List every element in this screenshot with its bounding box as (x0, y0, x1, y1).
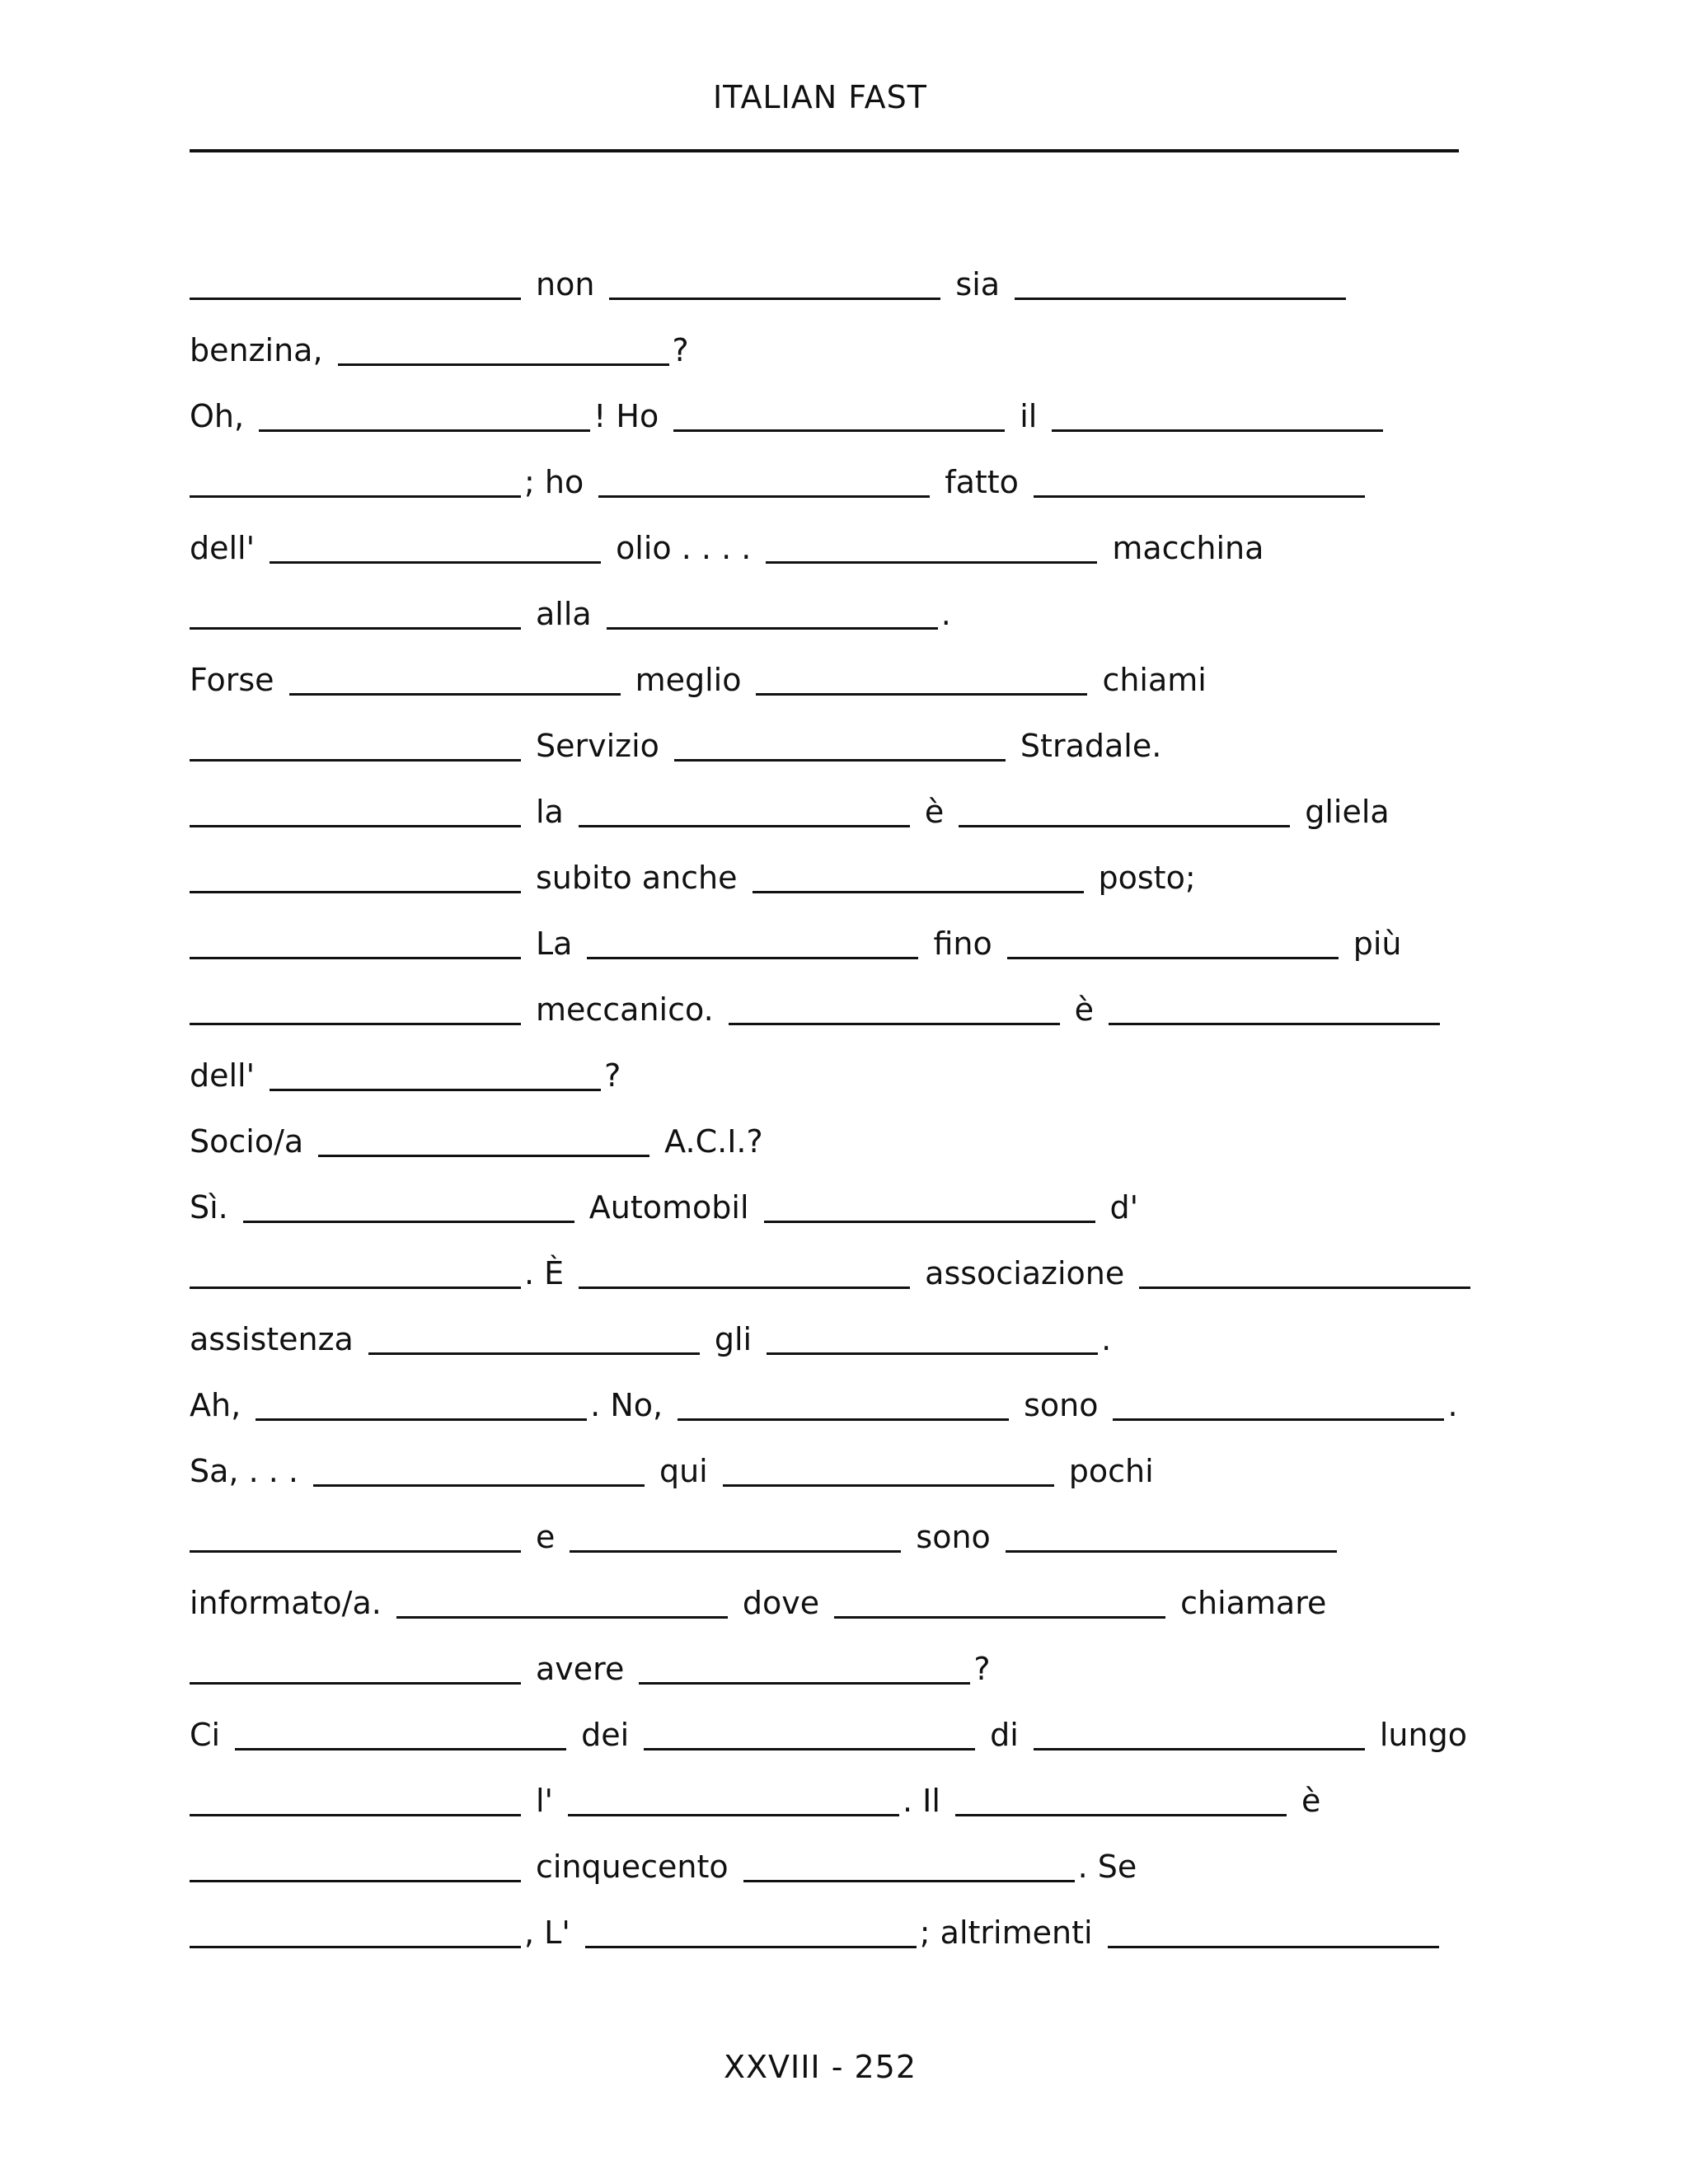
exercise-text: Ci (190, 1717, 221, 1753)
exercise-line (190, 239, 1508, 305)
exercise-line (190, 1492, 1508, 1558)
exercise-text: l' (536, 1783, 554, 1819)
exercise-line (190, 1294, 1508, 1360)
answer-blank[interactable] (674, 759, 1006, 762)
exercise-text: alla (536, 596, 592, 632)
exercise-text: Oh, (190, 398, 245, 434)
exercise-text: meglio (635, 662, 742, 698)
exercise-text: avere (536, 1651, 625, 1687)
exercise-text: Ah, (190, 1387, 241, 1423)
exercise-text: Socio/a (190, 1123, 304, 1160)
exercise-text: , L' (524, 1915, 570, 1951)
exercise-text: Sa, . . . (190, 1453, 298, 1489)
answer-blank[interactable] (190, 759, 521, 762)
exercise-line (190, 1821, 1508, 1887)
answer-blank[interactable] (607, 627, 938, 630)
exercise-text: e (536, 1519, 556, 1555)
answer-blank[interactable] (396, 1616, 728, 1619)
exercise-text: assistenza (190, 1321, 354, 1357)
answer-blank[interactable] (1034, 495, 1365, 498)
exercise-text: meccanico. (536, 991, 714, 1028)
answer-blank[interactable] (190, 298, 521, 300)
exercise-line (190, 1228, 1508, 1294)
exercise-line (190, 832, 1508, 898)
answer-blank[interactable] (190, 891, 521, 893)
exercise-line (190, 1426, 1508, 1492)
answer-blank[interactable] (190, 1946, 521, 1948)
exercise-text: il (1020, 398, 1038, 434)
exercise-text: ? (604, 1057, 621, 1094)
exercise-text: . (940, 596, 951, 632)
exercise-text: è (1074, 991, 1095, 1028)
answer-blank[interactable] (259, 429, 590, 432)
exercise-text: A.C.I.? (664, 1123, 763, 1160)
answer-blank[interactable] (570, 1550, 901, 1553)
exercise-line (190, 1624, 1508, 1690)
exercise-text: è (1301, 1783, 1321, 1819)
answer-blank[interactable] (270, 1089, 601, 1091)
answer-blank[interactable] (190, 1682, 521, 1685)
answer-blank[interactable] (190, 1880, 521, 1882)
exercise-line (190, 1162, 1508, 1228)
exercise-text: . Se (1077, 1849, 1137, 1885)
exercise-text: chiamare (1180, 1585, 1327, 1621)
exercise-text: associazione (925, 1255, 1125, 1291)
exercise-text: ? (672, 332, 689, 368)
exercise-line (190, 1755, 1508, 1821)
exercise-line (190, 1030, 1508, 1096)
answer-blank[interactable] (318, 1155, 649, 1157)
answer-blank[interactable] (579, 1286, 910, 1289)
exercise-text: Sì. (190, 1189, 228, 1226)
answer-blank[interactable] (609, 298, 940, 300)
answer-blank[interactable] (767, 1352, 1098, 1355)
answer-blank[interactable] (1006, 1550, 1337, 1553)
exercise-line (190, 701, 1508, 766)
answer-blank[interactable] (190, 495, 521, 498)
exercise-text: . (1101, 1321, 1112, 1357)
exercise-text: informato/a. (190, 1585, 382, 1621)
exercise-text: Servizio (536, 728, 659, 764)
answer-blank[interactable] (1113, 1418, 1444, 1421)
exercise-text: ? (973, 1651, 991, 1687)
exercise-text: gli (714, 1321, 753, 1357)
answer-blank[interactable] (235, 1748, 566, 1750)
answer-blank[interactable] (190, 627, 521, 630)
exercise-text: pochi (1068, 1453, 1154, 1489)
answer-blank[interactable] (644, 1748, 975, 1750)
exercise-line (190, 1096, 1508, 1162)
answer-blank[interactable] (585, 1946, 917, 1948)
answer-blank[interactable] (834, 1616, 1165, 1619)
exercise-text: fino (933, 926, 992, 962)
answer-blank[interactable] (587, 957, 918, 959)
exercise-text: cinquecento (536, 1849, 729, 1885)
exercise-line (190, 1558, 1508, 1624)
answer-blank[interactable] (190, 957, 521, 959)
exercise-line (190, 305, 1508, 371)
exercise-line (190, 569, 1508, 635)
exercise-text: Forse (190, 662, 274, 698)
exercise-text: la (536, 794, 564, 830)
header-divider (190, 149, 1459, 152)
exercise-text: . È (524, 1255, 565, 1291)
exercise-text: macchina (1112, 530, 1264, 566)
answer-blank[interactable] (753, 891, 1084, 893)
answer-blank[interactable] (766, 561, 1097, 564)
exercise-text: ; altrimenti (919, 1915, 1093, 1951)
answer-blank[interactable] (190, 1814, 521, 1816)
exercise-text: subito anche (536, 860, 738, 896)
answer-blank[interactable] (1109, 1023, 1440, 1025)
exercise-text: dei (581, 1717, 630, 1753)
fill-in-exercise (190, 239, 1508, 1953)
exercise-text: benzina, (190, 332, 323, 368)
answer-blank[interactable] (955, 1814, 1287, 1816)
answer-blank[interactable] (723, 1484, 1054, 1487)
answer-blank[interactable] (729, 1023, 1060, 1025)
answer-blank[interactable] (190, 1023, 521, 1025)
exercise-text: chiami (1102, 662, 1207, 698)
exercise-text: . Il (903, 1783, 940, 1819)
exercise-text: sono (1024, 1387, 1099, 1423)
exercise-line (190, 1887, 1508, 1953)
exercise-line (190, 437, 1508, 503)
page-number: XXVIII - 252 (723, 2049, 917, 2085)
answer-blank[interactable] (256, 1418, 587, 1421)
exercise-line (190, 1690, 1508, 1755)
answer-blank[interactable] (598, 495, 930, 498)
answer-blank[interactable] (1139, 1286, 1470, 1289)
answer-blank[interactable] (764, 1221, 1095, 1223)
exercise-text: dell' (190, 530, 256, 566)
exercise-text: sia (955, 266, 1001, 302)
exercise-text: Automobil (588, 1189, 749, 1226)
answer-blank[interactable] (1052, 429, 1383, 432)
answer-blank[interactable] (673, 429, 1005, 432)
exercise-text: d' (1109, 1189, 1139, 1226)
answer-blank[interactable] (1007, 957, 1339, 959)
exercise-text: sono (916, 1519, 991, 1555)
exercise-text: La (536, 926, 573, 962)
answer-blank[interactable] (678, 1418, 1009, 1421)
exercise-line (190, 898, 1508, 964)
page-header: ITALIAN FAST (712, 79, 928, 115)
exercise-line (190, 371, 1508, 437)
exercise-text: Stradale. (1020, 728, 1162, 764)
answer-blank[interactable] (579, 825, 910, 827)
exercise-text: di (990, 1717, 1019, 1753)
exercise-text: posto; (1098, 860, 1196, 896)
answer-blank[interactable] (756, 693, 1087, 696)
answer-blank[interactable] (270, 561, 601, 564)
exercise-text: olio . . . . (616, 530, 752, 566)
answer-blank[interactable] (743, 1880, 1075, 1882)
answer-blank[interactable] (1034, 1748, 1365, 1750)
answer-blank[interactable] (289, 693, 621, 696)
exercise-text: è (924, 794, 945, 830)
answer-blank[interactable] (1108, 1946, 1439, 1948)
exercise-text: . (1447, 1387, 1458, 1423)
answer-blank[interactable] (368, 1352, 700, 1355)
exercise-text: dove (742, 1585, 820, 1621)
answer-blank[interactable] (338, 363, 669, 366)
exercise-text: fatto (945, 464, 1019, 500)
answer-blank[interactable] (190, 1550, 521, 1553)
exercise-text: gliela (1305, 794, 1390, 830)
answer-blank[interactable] (1015, 298, 1346, 300)
exercise-line (190, 503, 1508, 569)
exercise-text: dell' (190, 1057, 256, 1094)
answer-blank[interactable] (959, 825, 1290, 827)
exercise-text: qui (659, 1453, 708, 1489)
answer-blank[interactable] (190, 1286, 521, 1289)
exercise-line (190, 766, 1508, 832)
answer-blank[interactable] (639, 1682, 970, 1685)
exercise-text: lungo (1379, 1717, 1467, 1753)
exercise-text: non (536, 266, 595, 302)
exercise-text: ; ho (524, 464, 584, 500)
answer-blank[interactable] (243, 1221, 574, 1223)
answer-blank[interactable] (190, 825, 521, 827)
answer-blank[interactable] (568, 1814, 899, 1816)
exercise-line (190, 635, 1508, 701)
exercise-text: ! Ho (593, 398, 659, 434)
answer-blank[interactable] (313, 1484, 645, 1487)
exercise-text: . No, (590, 1387, 663, 1423)
exercise-text: più (1353, 926, 1402, 962)
exercise-line (190, 1360, 1508, 1426)
exercise-line (190, 964, 1508, 1030)
